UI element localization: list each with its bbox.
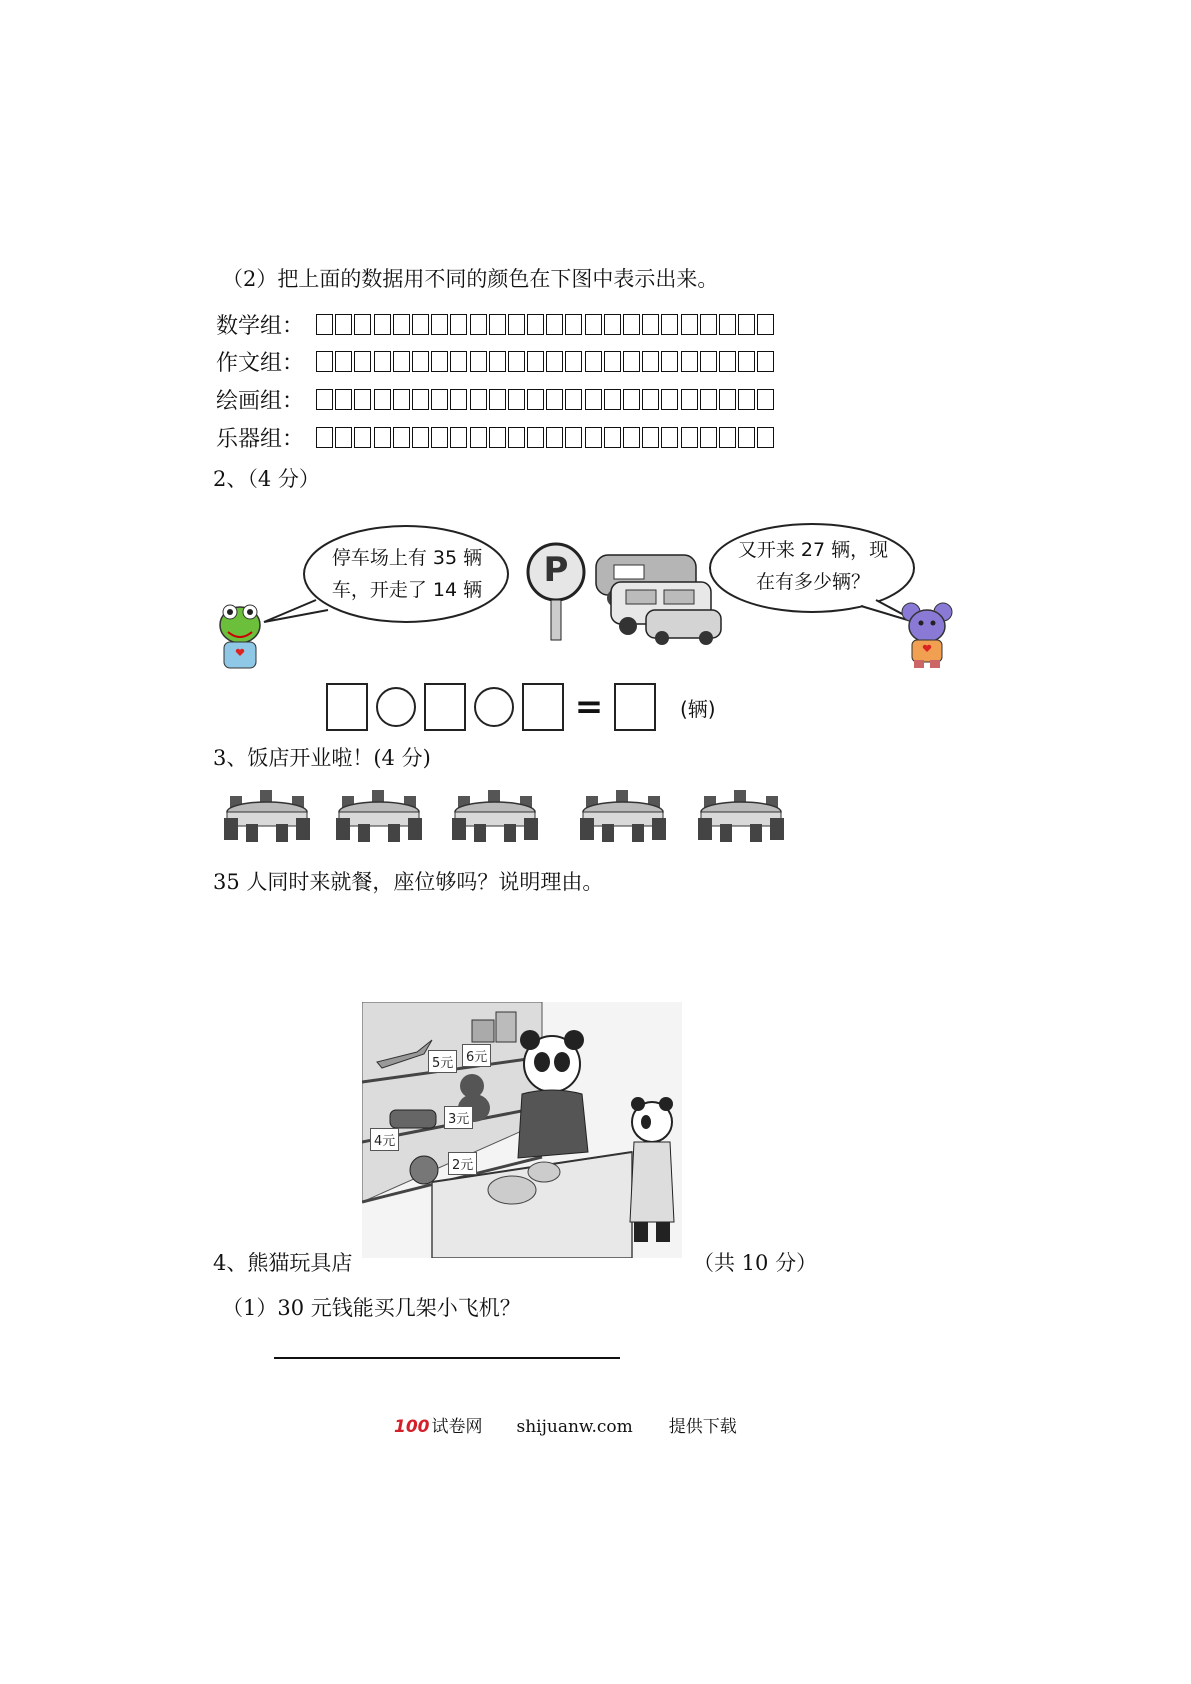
bubble-right-line2: 在有多少辆？ [755,571,870,593]
cars-icon [596,555,721,645]
q2-equation [326,683,716,731]
grid-cell[interactable] [489,427,506,448]
grid-cell[interactable] [565,314,582,335]
grid-cell[interactable] [604,314,621,335]
answer-box-result[interactable] [614,683,656,731]
q3-question: 35 人同时来就餐，座位够吗？说明理由。 [213,870,604,894]
group-row [216,346,777,377]
grid-cell[interactable] [661,389,678,410]
grid-cell[interactable] [374,427,391,448]
group-row [216,384,777,415]
q4-points: （共 10 分） [693,1251,818,1275]
grid-cell[interactable] [374,314,391,335]
answer-box-1[interactable] [326,683,368,731]
table-2 [336,790,422,842]
tables-row [222,788,802,848]
grid-cell[interactable] [412,427,429,448]
grid-cell[interactable] [354,427,371,448]
group-label: 乐器组： [216,427,305,452]
mouse-icon [902,603,952,668]
grid-cell[interactable] [316,389,333,410]
grid-cell[interactable] [431,351,448,372]
table-4 [580,790,666,842]
grid-cell[interactable] [508,314,525,335]
grid-cell[interactable] [393,314,410,335]
footer-note: 提供下载 [668,1417,737,1437]
grid-cell[interactable] [470,389,487,410]
footer [394,1412,737,1437]
grid-cell[interactable] [700,427,717,448]
grid-cell[interactable] [354,351,371,372]
grid-cell[interactable] [508,427,525,448]
grid-cell[interactable] [527,351,544,372]
grid-cell[interactable] [316,314,333,335]
price-tag-plane: 5元 [428,1050,457,1073]
price-tag-blocks: 6元 [462,1044,491,1067]
table-1 [224,790,310,842]
grid-cell[interactable] [546,314,563,335]
bubble-left-line2: 车，开走了 14 辆 [331,579,483,601]
group-cells [316,427,777,449]
grid-cell[interactable] [738,314,755,335]
price-tag-car: 4元 [370,1128,399,1151]
group-cells [316,351,777,373]
grid-cell[interactable] [604,389,621,410]
group-row [216,309,777,340]
grid-cell[interactable] [527,314,544,335]
answer-box-3[interactable] [522,683,564,731]
grid-cell[interactable] [374,351,391,372]
bubble-left-text [312,542,502,606]
grid-cell[interactable] [700,314,717,335]
answer-line[interactable] [274,1357,620,1359]
grid-cell[interactable] [719,427,736,448]
toy-shop-illustration [362,1002,682,1258]
price-tag-ball: 2元 [448,1152,477,1175]
group-cells [316,389,777,411]
grid-cell[interactable] [604,351,621,372]
grid-cell[interactable] [757,389,774,410]
bubble-right-text [718,534,908,598]
grid-cell[interactable] [681,427,698,448]
price-tag-bear: 3元 [444,1106,473,1129]
grid-cell[interactable] [661,314,678,335]
grid-cell[interactable] [393,427,410,448]
grid-cell[interactable] [585,314,602,335]
footer-domain[interactable]: shijuanw.com [516,1417,633,1437]
grid-cell[interactable] [623,314,640,335]
grid-cell[interactable] [431,389,448,410]
grid-cell[interactable] [585,351,602,372]
grid-cell[interactable] [527,389,544,410]
frog-icon [220,605,260,668]
grid-cell[interactable] [489,351,506,372]
grid-cell[interactable] [738,351,755,372]
grid-cell[interactable] [719,351,736,372]
q4-sub1: （1）30 元钱能买几架小飞机？ [222,1296,521,1320]
grid-cell[interactable] [412,389,429,410]
grid-cell[interactable] [412,351,429,372]
grid-cell[interactable] [470,314,487,335]
grid-cell[interactable] [489,389,506,410]
grid-cell[interactable] [681,351,698,372]
grid-cell[interactable] [642,389,659,410]
q3-title: 3、饭店开业啦！(4 分) [213,746,431,770]
grid-cell[interactable] [642,314,659,335]
grid-cell[interactable] [661,427,678,448]
panda-toy-shop [362,1002,682,1258]
unit-label: (辆) [680,696,716,721]
grid-cell[interactable] [565,389,582,410]
grid-cell[interactable] [738,427,755,448]
grid-cell[interactable] [719,389,736,410]
grid-cell[interactable] [316,351,333,372]
grid-cell[interactable] [527,427,544,448]
grid-cell[interactable] [374,389,391,410]
grid-cell[interactable] [354,389,371,410]
grid-cell[interactable] [546,389,563,410]
grid-cell[interactable] [470,427,487,448]
grid-cell[interactable] [585,427,602,448]
equals-sign: = [574,687,604,727]
parking-illustration [216,520,956,680]
grid-cell[interactable] [623,351,640,372]
q4-title: 4、熊猫玩具店 [213,1251,353,1275]
grid-cell[interactable] [757,427,774,448]
grid-cell[interactable] [489,314,506,335]
grid-cell[interactable] [642,427,659,448]
grid-cell[interactable] [431,427,448,448]
round-tables-icon [222,788,802,844]
grid-cell[interactable] [508,351,525,372]
grid-cell[interactable] [661,351,678,372]
grid-cell[interactable] [623,389,640,410]
grid-cell[interactable] [335,389,352,410]
grid-cell[interactable] [681,314,698,335]
grid-cell[interactable] [450,427,467,448]
grid-cell[interactable] [757,351,774,372]
grid-cell[interactable] [335,351,352,372]
grid-cell[interactable] [412,314,429,335]
bubble-left-line1: 停车场上有 35 辆 [331,547,483,569]
table-3 [452,790,538,842]
q1-part2-instruction: （2）把上面的数据用不同的颜色在下图中表示出来。 [222,267,719,291]
grid-cell[interactable] [450,351,467,372]
operator-circle-2[interactable] [474,687,514,727]
grid-cell[interactable] [585,389,602,410]
group-cells [316,314,777,336]
grid-cell[interactable] [316,427,333,448]
answer-box-2[interactable] [424,683,466,731]
footer-site-name: 试卷网 [431,1417,483,1437]
footer-logo: 100 [394,1417,430,1437]
group-label: 绘画组： [216,389,305,414]
q2-title: 2、（4 分） [213,467,320,491]
table-5 [698,790,784,842]
grid-cell[interactable] [335,314,352,335]
grid-cell[interactable] [393,389,410,410]
grid-cell[interactable] [450,314,467,335]
grid-cell[interactable] [354,314,371,335]
grid-cell[interactable] [719,314,736,335]
parking-sign-letter: P [543,550,569,590]
group-label: 数学组： [216,314,305,339]
grid-cell[interactable] [700,389,717,410]
grid-cell[interactable] [470,351,487,372]
grid-cell[interactable] [546,427,563,448]
grid-cell[interactable] [623,427,640,448]
grid-cell[interactable] [393,351,410,372]
grid-cell[interactable] [757,314,774,335]
grid-cell[interactable] [738,389,755,410]
grid-cell[interactable] [431,314,448,335]
grid-cell[interactable] [681,389,698,410]
grid-cell[interactable] [546,351,563,372]
bubble-right-line1: 又开来 27 辆，现 [737,539,889,561]
group-row [216,422,777,453]
grid-cell[interactable] [565,351,582,372]
grid-cell[interactable] [508,389,525,410]
grid-cell[interactable] [450,389,467,410]
operator-circle-1[interactable] [376,687,416,727]
grid-cell[interactable] [700,351,717,372]
grid-cell[interactable] [642,351,659,372]
grid-cell[interactable] [565,427,582,448]
grid-cell[interactable] [335,427,352,448]
group-label: 作文组： [216,351,305,376]
grid-cell[interactable] [604,427,621,448]
